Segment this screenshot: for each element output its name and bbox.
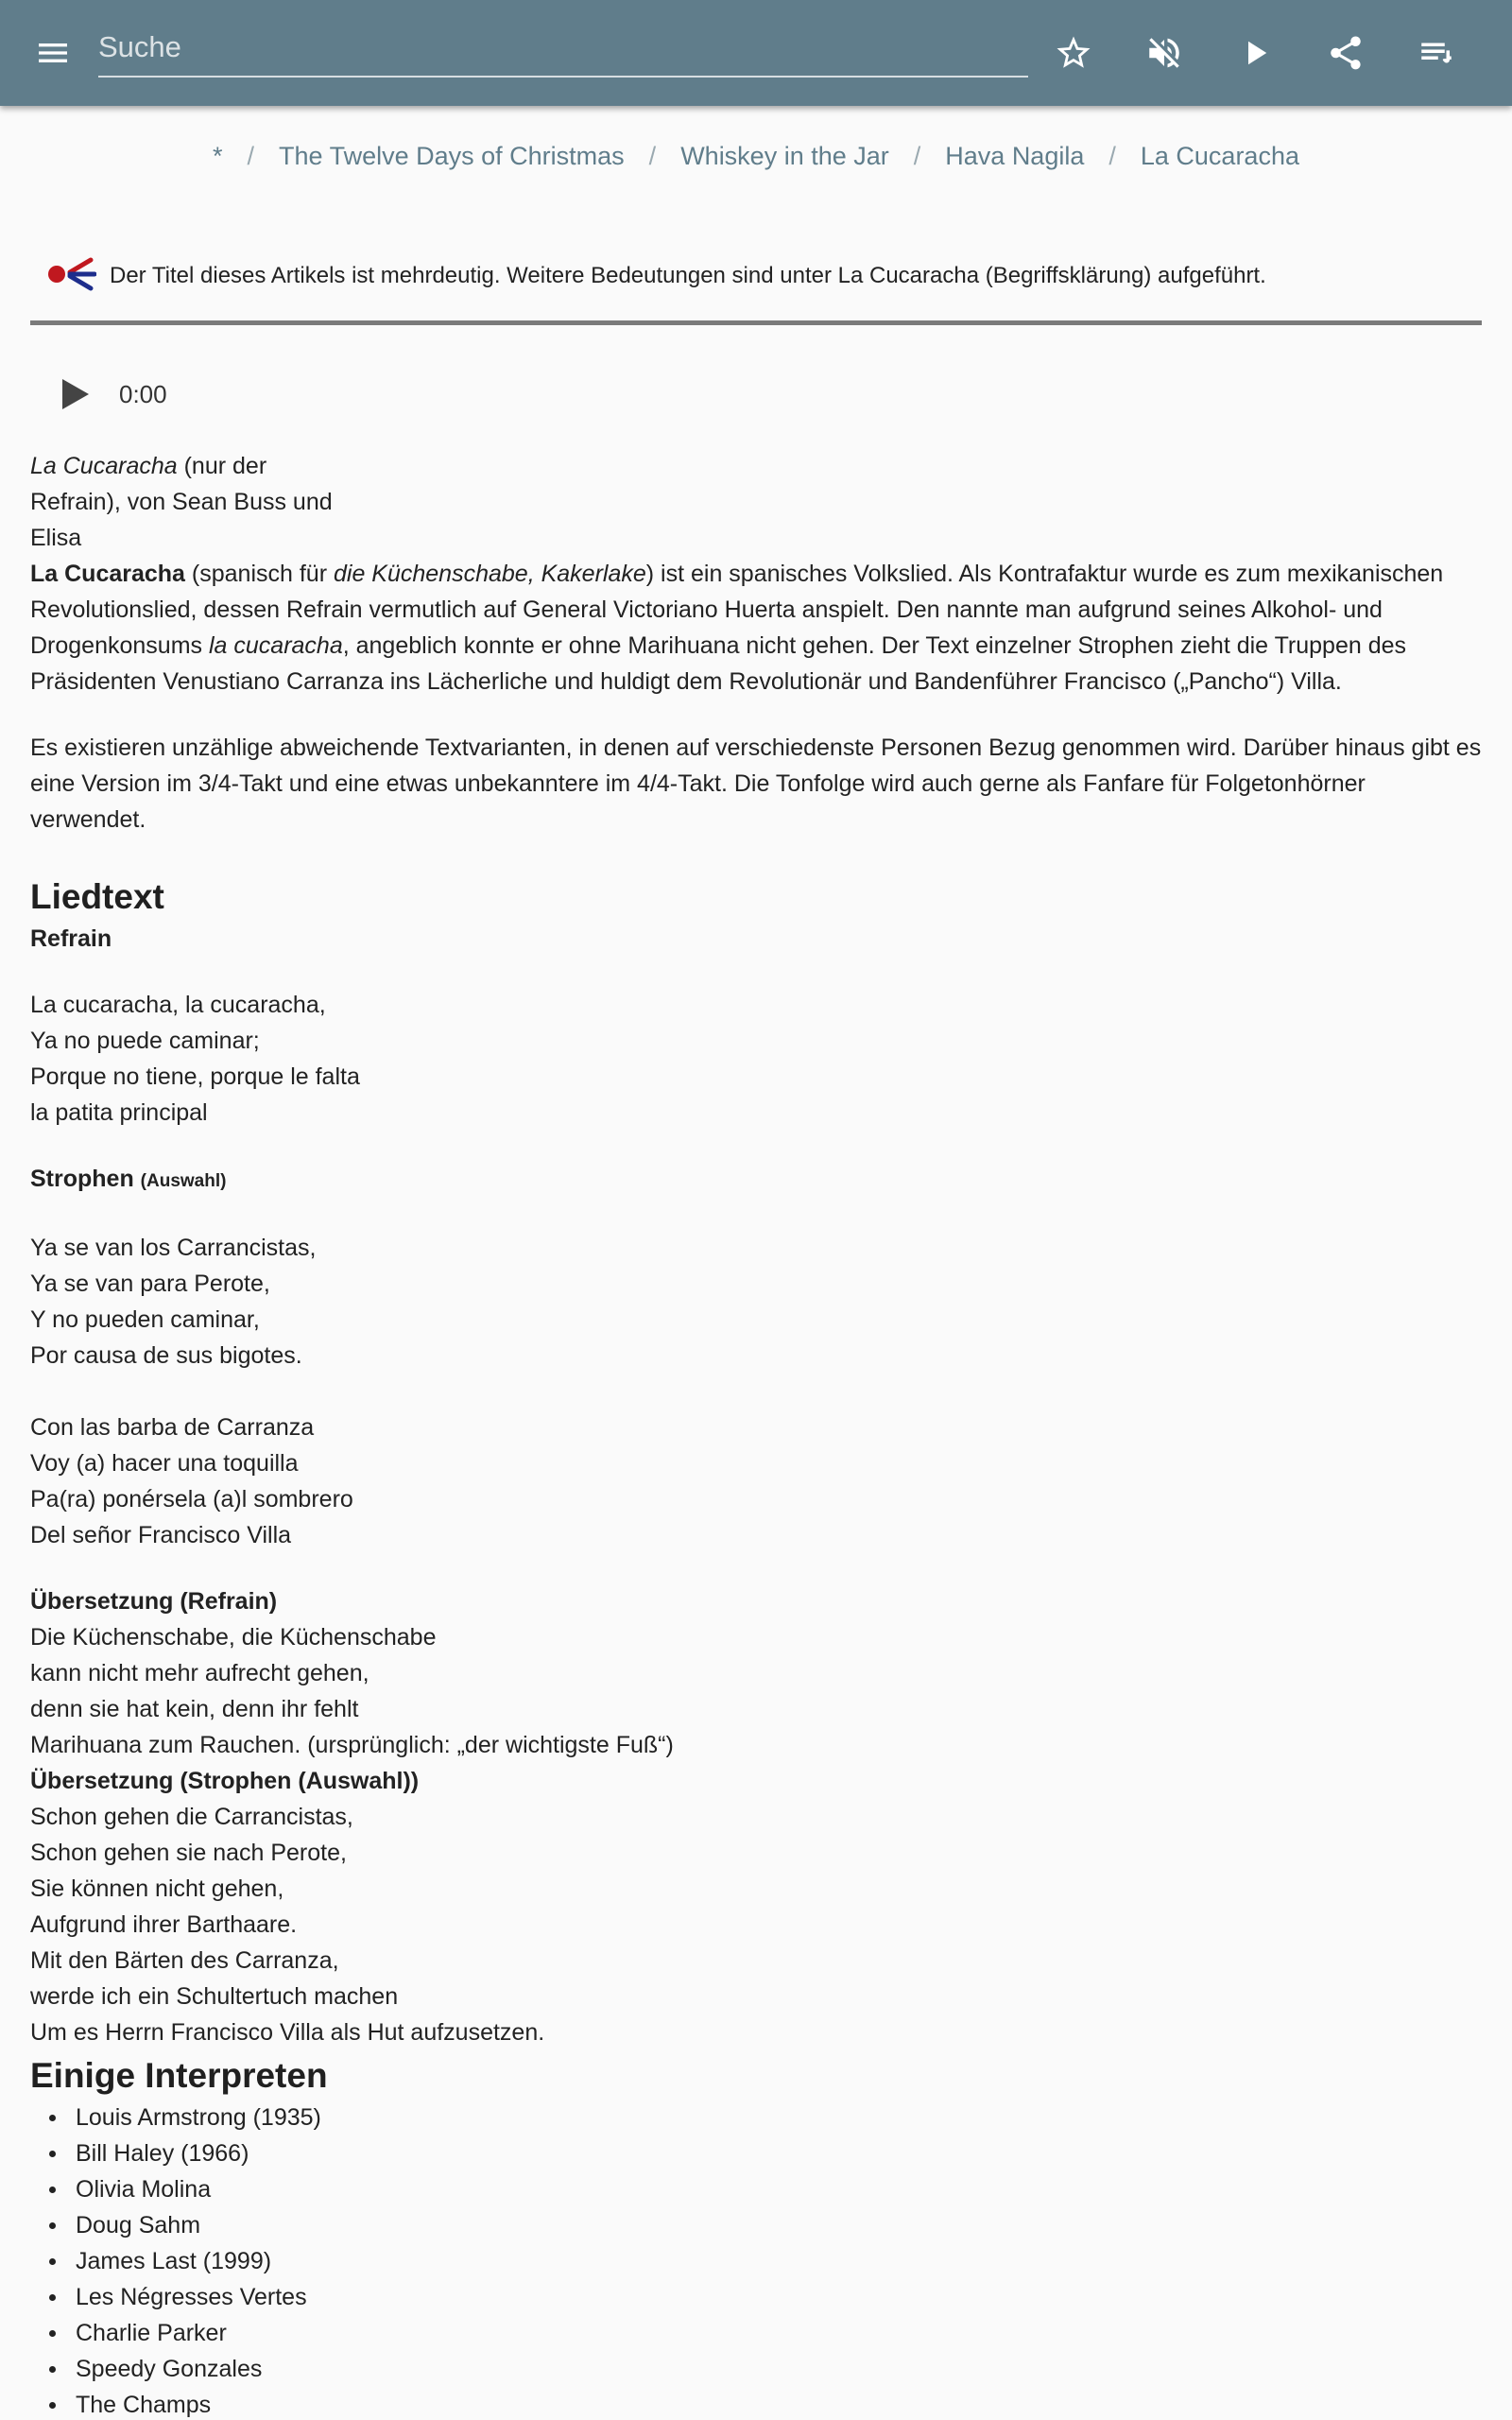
breadcrumb-separator: / bbox=[1108, 141, 1116, 170]
lyric-line: Marihuana zum Rauchen. (ursprünglich: „der wichtigste Fuß“) bbox=[30, 1732, 674, 1758]
breadcrumb-item[interactable]: Hava Nagila bbox=[945, 141, 1085, 170]
lyric-line: La cucaracha, la cucaracha, bbox=[30, 992, 326, 1018]
lyric-line: Del señor Francisco Villa bbox=[30, 1522, 292, 1548]
lyric-line: Voy (a) hacer una toquilla bbox=[30, 1450, 299, 1477]
caption-text: (nur der Refrain), von Sean Buss und Elisa bbox=[30, 453, 333, 551]
strophe-2 bbox=[30, 1409, 1486, 1553]
lyric-line: Porque no tiene, porque le falta bbox=[30, 1063, 360, 1090]
lyric-line: Um es Herrn Francisco Villa als Hut aufzusetzen. bbox=[30, 2019, 545, 2046]
audio-player bbox=[57, 371, 167, 418]
variants-paragraph: Es existieren unzählige abweichende Textvarianten, in denen auf verschiedenste Personen Bezug genommen wird. Darüber hinaus gibt es eine Version im 3/4-Takt und eine etwas unbekanntere im 4/4-Takt. Die Tonfolge wird auch gerne als Fanfare für Folgetonhörner verwendet. bbox=[30, 735, 1482, 833]
list-item[interactable]: James Last (1999) bbox=[30, 2243, 1486, 2279]
lyric-line: Ya no puede caminar; bbox=[30, 1028, 260, 1054]
lyric-line: denn sie hat kein, denn ihr fehlt bbox=[30, 1696, 359, 1722]
strophe-1 bbox=[30, 1230, 1486, 1374]
disambiguation-hatnote bbox=[30, 253, 1482, 325]
lyric-line: Mit den Bärten des Carranza, bbox=[30, 1947, 339, 1974]
play-button[interactable] bbox=[1225, 23, 1285, 83]
article-content bbox=[30, 448, 1486, 2420]
list-item[interactable]: Les Négresses Vertes bbox=[30, 2279, 1486, 2315]
playlist-button[interactable] bbox=[1406, 23, 1467, 83]
list-item[interactable]: Charlie Parker bbox=[30, 2315, 1486, 2351]
share-icon bbox=[1326, 33, 1366, 73]
intro-paragraph bbox=[30, 556, 1486, 700]
breadcrumb-item[interactable]: Whiskey in the Jar bbox=[680, 141, 889, 170]
list-item[interactable]: Olivia Molina bbox=[30, 2171, 1486, 2207]
refrain-label: Refrain bbox=[30, 925, 112, 952]
share-button[interactable] bbox=[1315, 23, 1376, 83]
section-heading-liedtext: Liedtext bbox=[30, 877, 164, 916]
audio-caption bbox=[30, 448, 333, 556]
hatnote-text: Der Titel dieses Artikels ist mehrdeutig. Weitere Bedeutungen sind unter La Cucaracha (Begriffsklärung) aufgeführt. bbox=[110, 263, 1266, 288]
list-item[interactable]: Doug Sahm bbox=[30, 2207, 1486, 2243]
list-item[interactable]: Speedy Gonzales bbox=[30, 2351, 1486, 2387]
breadcrumb-separator: / bbox=[913, 141, 921, 170]
interpreten-list bbox=[30, 2100, 1486, 2420]
playlist-icon bbox=[1417, 33, 1456, 73]
strophen-note: (Auswahl) bbox=[140, 1171, 227, 1191]
audio-time: 0:00 bbox=[119, 379, 167, 408]
lyric-line: Schon gehen die Carrancistas, bbox=[30, 1804, 353, 1830]
refrain-lines bbox=[30, 987, 1486, 1131]
audio-play-button[interactable] bbox=[57, 371, 94, 418]
mute-button[interactable] bbox=[1134, 23, 1194, 83]
menu-icon bbox=[34, 34, 72, 72]
lyric-line: Die Küchenschabe, die Küchenschabe bbox=[30, 1624, 437, 1651]
play-icon bbox=[1235, 33, 1275, 73]
breadcrumb-root[interactable]: * bbox=[213, 141, 223, 170]
bookmark-button[interactable] bbox=[1043, 23, 1104, 83]
caption-title: La Cucaracha bbox=[30, 453, 178, 479]
list-item[interactable]: The Champs bbox=[30, 2387, 1486, 2420]
search-field bbox=[98, 21, 1028, 78]
lyric-line: Ya se van los Carrancistas, bbox=[30, 1235, 317, 1261]
breadcrumb-separator: / bbox=[648, 141, 657, 170]
translation-strophen-label: Übersetzung (Strophen (Auswahl)) bbox=[30, 1768, 420, 1794]
disambiguation-icon bbox=[43, 257, 96, 291]
section-heading-interpreten: Einige Interpreten bbox=[30, 2056, 328, 2095]
breadcrumb bbox=[0, 132, 1512, 180]
app-bar bbox=[0, 0, 1512, 106]
intro-italic: la cucaracha bbox=[208, 632, 343, 659]
lyric-line: Sie können nicht gehen, bbox=[30, 1876, 284, 1902]
lyric-line: Ya se van para Perote, bbox=[30, 1270, 270, 1297]
lyric-line: Aufgrund ihrer Barthaare. bbox=[30, 1911, 298, 1938]
lyric-line: la patita principal bbox=[30, 1099, 208, 1126]
search-input[interactable] bbox=[98, 21, 1028, 74]
intro-text: ) ist ein spanisches Volkslied. Als Kontrafaktur wurde es zum mexikanischen Revolutionslied, dessen Refrain vermutlich auf General Victoriano Huerta anspielt. Den nannte man aufgrund seines Alkohol- und Drogenkonsums bbox=[30, 561, 1444, 659]
star-icon bbox=[1054, 33, 1093, 73]
list-item[interactable]: Louis Armstrong (1935) bbox=[30, 2100, 1486, 2135]
breadcrumb-item[interactable]: The Twelve Days of Christmas bbox=[279, 141, 625, 170]
lyric-line: werde ich ein Schultertuch machen bbox=[30, 1983, 399, 2010]
intro-text: , angeblich konnte er ohne Marihuana nicht gehen. Der Text einzelner Strophen zieht die Truppen des Präsidenten Venustiano Carranza ins Lächerliche und huldigt dem Revolutionär und Bandenführer Francisco („Pancho“) Villa. bbox=[30, 632, 1407, 695]
intro-italic: die Küchenschabe, Kakerlake bbox=[333, 561, 646, 587]
lyric-line: Y no pueden caminar, bbox=[30, 1306, 260, 1333]
list-item[interactable]: Bill Haley (1966) bbox=[30, 2135, 1486, 2171]
intro-term: La Cucaracha bbox=[30, 561, 185, 587]
strophen-label-text: Strophen bbox=[30, 1166, 134, 1192]
breadcrumb-item-current[interactable]: La Cucaracha bbox=[1140, 141, 1299, 170]
volume-off-icon bbox=[1144, 33, 1184, 73]
lyric-line: Pa(ra) ponérsela (a)l sombrero bbox=[30, 1486, 353, 1512]
translation-refrain-label: Übersetzung (Refrain) bbox=[30, 1588, 278, 1615]
play-icon bbox=[62, 379, 89, 409]
strophen-label bbox=[30, 1161, 1486, 1200]
menu-button[interactable] bbox=[23, 23, 83, 83]
lyric-line: Schon gehen sie nach Perote, bbox=[30, 1840, 347, 1866]
intro-text: (spanisch für bbox=[184, 561, 334, 587]
lyric-line: Con las barba de Carranza bbox=[30, 1414, 315, 1441]
breadcrumb-separator: / bbox=[247, 141, 255, 170]
lyric-line: Por causa de sus bigotes. bbox=[30, 1342, 302, 1369]
lyric-line: kann nicht mehr aufrecht gehen, bbox=[30, 1660, 369, 1686]
